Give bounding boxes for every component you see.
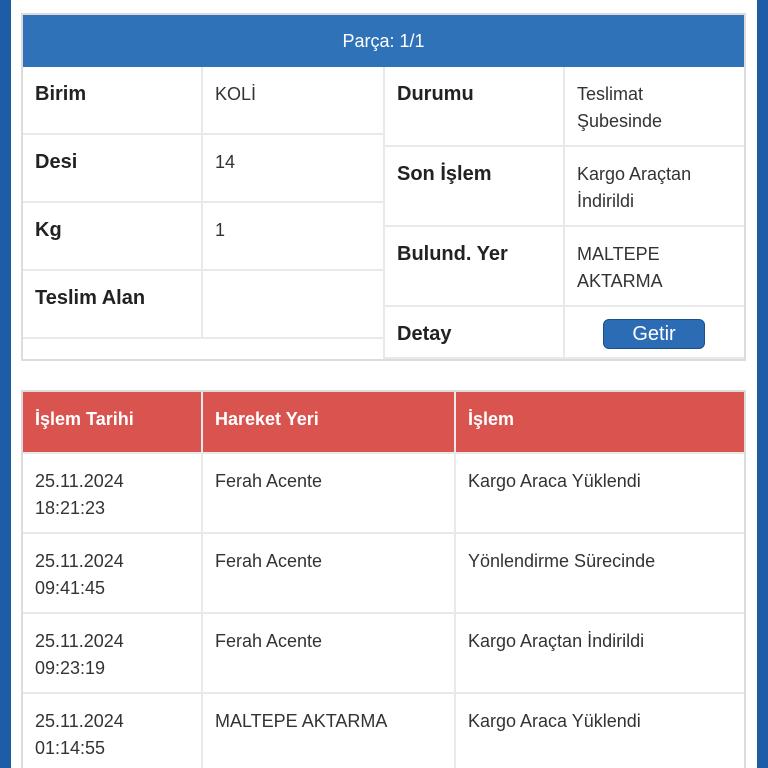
info-value [565, 307, 744, 357]
info-label: Desi [23, 135, 203, 201]
time-text: 01:14:55 [35, 738, 106, 758]
info-label: Durumu [385, 67, 565, 145]
info-label: Kg [23, 203, 203, 269]
time-text: 09:41:45 [35, 578, 106, 598]
info-row-detay [385, 307, 744, 359]
info-value: 1 [203, 203, 383, 269]
date-cell [23, 614, 203, 692]
info-row-birim [23, 67, 383, 135]
time-text: 18:21:23 [35, 498, 106, 518]
part-info-left [23, 67, 383, 359]
column-header-date: İşlem Tarihi [23, 392, 203, 452]
action-cell: Kargo Araçtan İndirildi [456, 614, 744, 692]
info-row-durumu [385, 67, 744, 147]
column-header-place: Hareket Yeri [203, 392, 456, 452]
info-label: Bulund. Yer [385, 227, 565, 305]
date-cell [23, 534, 203, 612]
column-header-action: İşlem [456, 392, 744, 452]
part-panel [21, 13, 746, 361]
place-cell: MALTEPE AKTARMA [203, 694, 456, 768]
info-row-desi [23, 135, 383, 203]
spacer [23, 339, 383, 359]
page [11, 0, 757, 768]
info-value: 14 [203, 135, 383, 201]
info-value: Kargo Araçtan İndirildi [565, 147, 744, 225]
table-row [23, 694, 744, 768]
table-row [23, 534, 744, 614]
time-text: 09:23:19 [35, 658, 106, 678]
info-label: Son İşlem [385, 147, 565, 225]
action-cell: Kargo Araca Yüklendi [456, 694, 744, 768]
table-row [23, 454, 744, 534]
info-row-bulund-yer [385, 227, 744, 307]
info-row-teslim-alan [23, 271, 383, 339]
part-header: Parça: 1/1 [23, 15, 744, 67]
info-value: MALTEPE AKTARMA [565, 227, 744, 305]
action-cell: Kargo Araca Yüklendi [456, 454, 744, 532]
info-value: Teslimat Şubesinde [565, 67, 744, 145]
date-text: 25.11.2024 [35, 551, 124, 571]
part-info-right [385, 67, 744, 359]
place-cell: Ferah Acente [203, 534, 456, 612]
info-row-kg [23, 203, 383, 271]
date-cell [23, 694, 203, 768]
info-label: Detay [385, 307, 565, 357]
getir-button[interactable]: Getir [603, 319, 705, 349]
history-table [21, 390, 746, 768]
table-row [23, 614, 744, 694]
info-label: Birim [23, 67, 203, 133]
date-text: 25.11.2024 [35, 471, 124, 491]
date-text: 25.11.2024 [35, 631, 124, 651]
action-cell: Yönlendirme Sürecinde [456, 534, 744, 612]
date-cell [23, 454, 203, 532]
info-label: Teslim Alan [23, 271, 203, 337]
history-header-row [23, 392, 744, 454]
date-text: 25.11.2024 [35, 711, 124, 731]
info-value: KOLİ [203, 67, 383, 133]
place-cell: Ferah Acente [203, 454, 456, 532]
place-cell: Ferah Acente [203, 614, 456, 692]
info-row-son-islem [385, 147, 744, 227]
info-value [203, 271, 383, 337]
